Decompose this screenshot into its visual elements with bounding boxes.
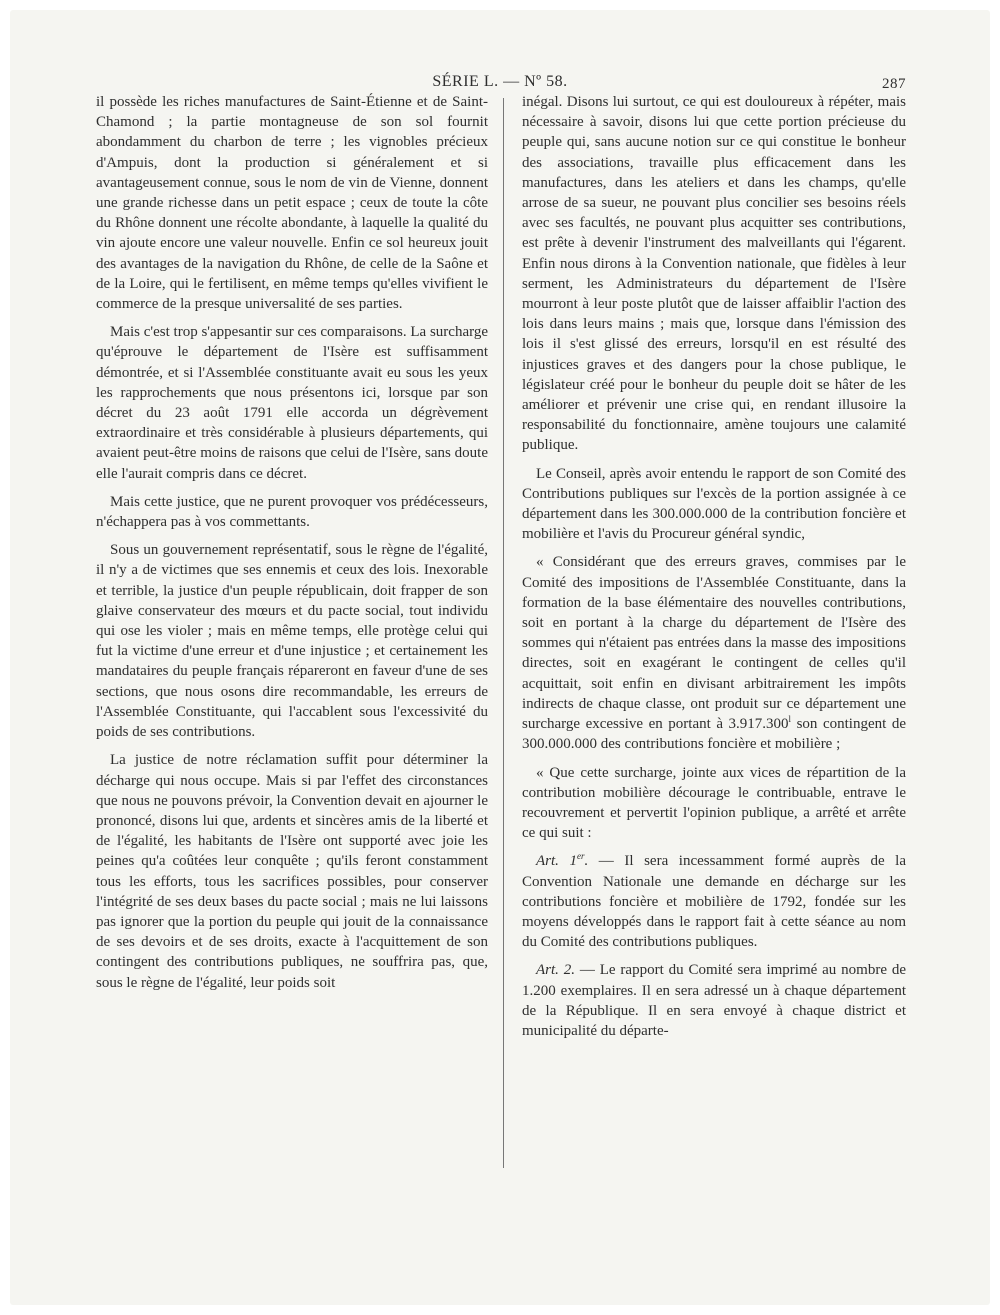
left-column bbox=[96, 92, 488, 1001]
article-1 bbox=[522, 851, 906, 952]
paragraph: inégal. Disons lui surtout, ce qui est douloureux à répéter, mais nécessaire à savoir, disons lui que cette portion précieuse du peuple qui, sans aucune notion sur ce qui constitue le bonheur des associations, travaille plus efficacement dans les manufactures, dans les ateliers et dans les champs, qu'elle arrose de sa sueur, ne pouvant plus concilier ses besoins réels avec ses facultés, ne pouvant plus acquitter ses contributions, est prête à devenir l'instrument des malveillants qui l'égarent. Enfin nous dirons à la Convention nationale, que fidèles à leur serment, les Administrateurs du département de l'Isère mourront à leur poste plutôt que de laisser affaiblir l'action des lois dans leurs mains ; mais que, lorsque dans l'émission des lois il s'est glissé des erreurs, lorsqu'il en est résulté des injustices graves et des dangers pour la chose publique, le législateur créé pour le bonheur du peuple doit se hâter de les améliorer et prévenir une crise qui, en rendant illusoire la responsabilité du fonctionnaire, amène toujours une calamité publique. bbox=[522, 94, 906, 454]
paragraph: il possède les riches manufactures de Saint-Étienne et de Saint-Chamond ; la partie montagneuse de son sol fournit abondamment du charbon de terre ; les vignobles précieux d'Ampuis, dont la production si généralement et si avantageusement connue, sous le nom de vin de Vienne, donnent une grande richesse dans un petit espace ; ceux de toute la côte du Rhône donnent une récolte abondante, à laquelle la qualité du vin ajoute encore une valeur nouvelle. Enfin ce sol heureux jouit des avantages de la navigation du Rhône, de celle de la Saône et de la Loire, qui le fertilisent, en même temps qu'elles vivifient le commerce de la presque universalité de ses parties. bbox=[96, 94, 488, 313]
paragraph: Le Conseil, après avoir entendu le rapport de son Comité des Contributions publiques sur l'excès de la portion assignée à ce département dans les 300.000.000 de la contribution foncière et mobilière et l'avis du Procureur général syndic, bbox=[522, 465, 906, 543]
article-text: — Le rapport du Comité sera imprimé au nombre de 1.200 exemplaires. Il en sera adressé un à chaque département de la République. Il en sera envoyé à chaque district et municipalité du départe- bbox=[522, 962, 906, 1039]
running-header bbox=[0, 70, 1000, 94]
paragraph: Mais c'est trop s'appesantir sur ces comparaisons. La surcharge qu'éprouve le département de l'Isère est suffisamment démontrée, et si l'Assemblée constituante avait eu sous les yeux les rapprochements que nous présentons ici, lorsque par son décret du 23 août 1791 elle accorda un dégrèvement extraordinaire et très considérable à plusieurs départements, qui avaient peut-être moins de raisons que celui de l'Isère, sans doute elle l'aurait compris dans ce décret. bbox=[96, 324, 488, 482]
article-label bbox=[536, 853, 588, 869]
paragraph: « Que cette surcharge, jointe aux vices de répartition de la contribution mobilière décourage le contribuable, entrave le recouvrement et pervertit l'opinion publique, a arrêté et arrête ce qui suit : bbox=[522, 764, 906, 842]
paragraph: Sous un gouvernement représentatif, sous le règne de l'égalité, il n'y a de victimes que ses ennemis et ceux des lois. Inexorable et terrible, la justice d'un peuple républicain, doit frapper de son glaive conservateur des mœurs et du pacte social, tout individu qui ose les violer ; mais en même temps, elle protège celui qui fut la victime d'une erreur et d'une injustice ; et certainement les mandataires du peuple français répareront en faveur d'une de ses sections, que nous osons dire recommandable, les erreurs de l'Assemblée Constituante, qui l'accablent sous l'excessivité du poids de ses contributions. bbox=[96, 542, 488, 741]
paragraph: Mais cette justice, que ne purent provoquer vos prédécesseurs, n'échappera pas à vos commettants. bbox=[96, 493, 488, 531]
unit-superscript: l bbox=[788, 714, 792, 725]
article-text: — Il sera incessamment formé auprès de la Convention Nationale une demande en décharge sur les contributions foncière et mobilière de 1792, fondée sur les moyens développés dans le rapport fait à cette séance au nom du Comité des contributions publiques. bbox=[522, 853, 906, 951]
paragraph bbox=[522, 552, 906, 754]
paragraph: La justice de notre réclamation suffit pour déterminer la décharge qui nous occupe. Mais si par l'effet des circonstances que nous ne pouvons prévoir, la Convention devait en ajourner le prononcé, disons lui que, ardents et sincères amis de la liberté et de l'égalité, les habitants de l'Isère ont supporté avec joie les peines qu'a coûtées leur conquête ; qu'ils feront constamment tous les efforts, tous les sacrifices possibles, pour conserver l'intégrité de ses deux bases du pacte social ; mais ne lui laissons pas ignorer que la portion du peuple qui jouit de la connaissance de ses devoirs et de ses droits, exacte à l'acquittement de son contingent des contributions publiques, ne souffrira pas, que, sous le règne de l'égalité, leur poids soit bbox=[96, 752, 488, 991]
page-number: 287 bbox=[882, 76, 906, 92]
considerant-text: « Considérant que des erreurs graves, commises par le Comité des impositions de l'Assemblée Constituante, dans la formation de la base élémentaire des nouvelles contributions, soit en portant à la charge du département de l'Isère des sommes qui n'étaient pas entrées dans la masse des impositions directes, soit en exagérant le contingent de celles qu'il acquittait, soit enfin en divisant arbitrairement les impôts indirects de chaque classe, ont produit sur ce département une surcharge excessive en portant à 3.917.300 bbox=[522, 554, 906, 733]
considerant-text-end: son contingent de 300.000.000 des contributions foncière et mobilière ; bbox=[522, 716, 906, 753]
article-2 bbox=[522, 960, 906, 1041]
column-divider bbox=[503, 98, 504, 1168]
running-title: SÉRIE L. — Nº 58. bbox=[432, 73, 568, 90]
article-label: Art. 2. bbox=[536, 962, 576, 979]
article-label-superscript: er bbox=[576, 851, 585, 862]
article-label-end: . bbox=[584, 853, 589, 870]
article-label-text: Art. 1 bbox=[536, 853, 577, 870]
right-column bbox=[522, 92, 906, 1049]
